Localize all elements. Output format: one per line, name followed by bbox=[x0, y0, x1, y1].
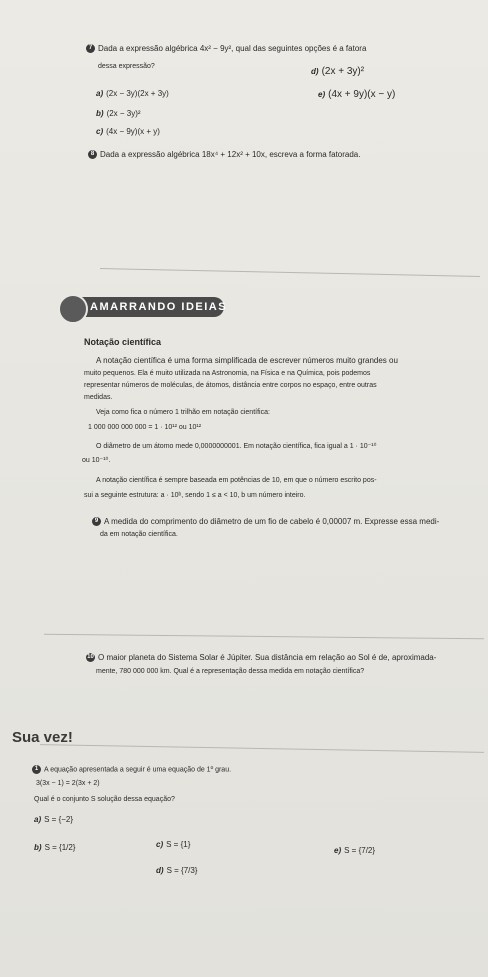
question-7 bbox=[86, 44, 366, 53]
question-10: 10 O maior planeta do Sistema Solar é Júpiter. Sua distância em relação ao Sol é de, aproximada- bbox=[87, 653, 437, 662]
divider bbox=[100, 268, 480, 277]
option-d: d) (2x + 3y)² bbox=[311, 66, 365, 77]
option-d: d) S = {7/3} bbox=[156, 866, 198, 875]
paragraph-line: A notação científica é sempre baseada em potências de 10, em que o número escrito pos- bbox=[96, 477, 377, 484]
option-e: e) S = {7/2} bbox=[334, 846, 376, 855]
divider bbox=[40, 744, 484, 753]
option-b: b) S = {1/2} bbox=[34, 843, 76, 852]
paragraph-line: Veja como fica o número 1 trilhão em notação científica: bbox=[96, 409, 270, 416]
question-11: 1 A equação apresentada a seguir é uma equação de 1º grau. bbox=[32, 765, 231, 774]
section-heading: Sua vez! bbox=[12, 729, 73, 746]
section-banner-title: AMARRANDO IDEIAS bbox=[90, 301, 228, 313]
question-number-badge: 10 bbox=[87, 654, 94, 661]
option-b: b) (2x − 3y)² bbox=[96, 109, 141, 118]
question-8: 8 Dada a expressão algébrica 18x⁴ + 12x² + 10x, escreva a forma fatorada. bbox=[88, 150, 360, 159]
banner-arrow-icon bbox=[58, 294, 88, 324]
formula-line: 1 000 000 000 000 = 1 · 10¹² ou 10¹² bbox=[88, 424, 202, 431]
question-number-badge: 7 bbox=[86, 44, 95, 53]
paragraph-line: muito pequenos. Ela é muito utilizada na Astronomia, na Física e na Química, pois podemos bbox=[84, 370, 371, 377]
paragraph-line: O diâmetro de um átomo mede 0,0000000001. Em notação científica, fica igual a 1 · 10⁻¹⁰ bbox=[96, 443, 377, 450]
paragraph-line: medidas. bbox=[84, 394, 113, 401]
option-a: a) (2x − 3y)(2x + 3y) bbox=[96, 89, 169, 98]
question-number-badge: 8 bbox=[88, 150, 97, 159]
paragraph-line: representar números de moléculas, de átomos, distância entre corpos no espaço, entre outras bbox=[84, 382, 377, 389]
question-9: 9 A medida do comprimento do diâmetro de um fio de cabelo é 0,00007 m. Expresse essa medi- bbox=[92, 517, 439, 526]
question-9-stem-cont: da em notação científica. bbox=[100, 531, 178, 538]
equation: 3(3x − 1) = 2(3x + 2) bbox=[36, 780, 100, 787]
paragraph-line: ou 10⁻¹⁰. bbox=[82, 457, 111, 464]
paragraph-line: A notação científica é uma forma simplificada de escrever números muito grandes ou bbox=[96, 356, 398, 365]
option-c: c) S = {1} bbox=[156, 840, 191, 849]
question-11-prompt: Qual é o conjunto S solução dessa equação? bbox=[34, 796, 175, 803]
box-heading: Notação científica bbox=[84, 337, 162, 347]
question-number-badge: 1 bbox=[32, 765, 41, 774]
question-7-stem: Dada a expressão algébrica 4x² − 9y², qual das seguintes opções é a fatora bbox=[98, 44, 367, 53]
option-e: e) (4x + 9y)(x − y) bbox=[318, 89, 396, 100]
question-7-stem-cont: dessa expressão? bbox=[98, 63, 155, 70]
paragraph-line: sui a seguinte estrutura: a · 10ᵇ, sendo 1 ≤ a < 10, b um número inteiro. bbox=[84, 492, 306, 499]
question-10-stem-cont: mente, 780 000 000 km. Qual é a representação dessa medida em notação científica? bbox=[96, 668, 365, 675]
question-number-badge: 9 bbox=[92, 517, 101, 526]
divider bbox=[44, 634, 484, 640]
option-a: a) S = {−2} bbox=[34, 815, 74, 824]
option-c: c) (4x − 9y)(x + y) bbox=[96, 127, 160, 136]
